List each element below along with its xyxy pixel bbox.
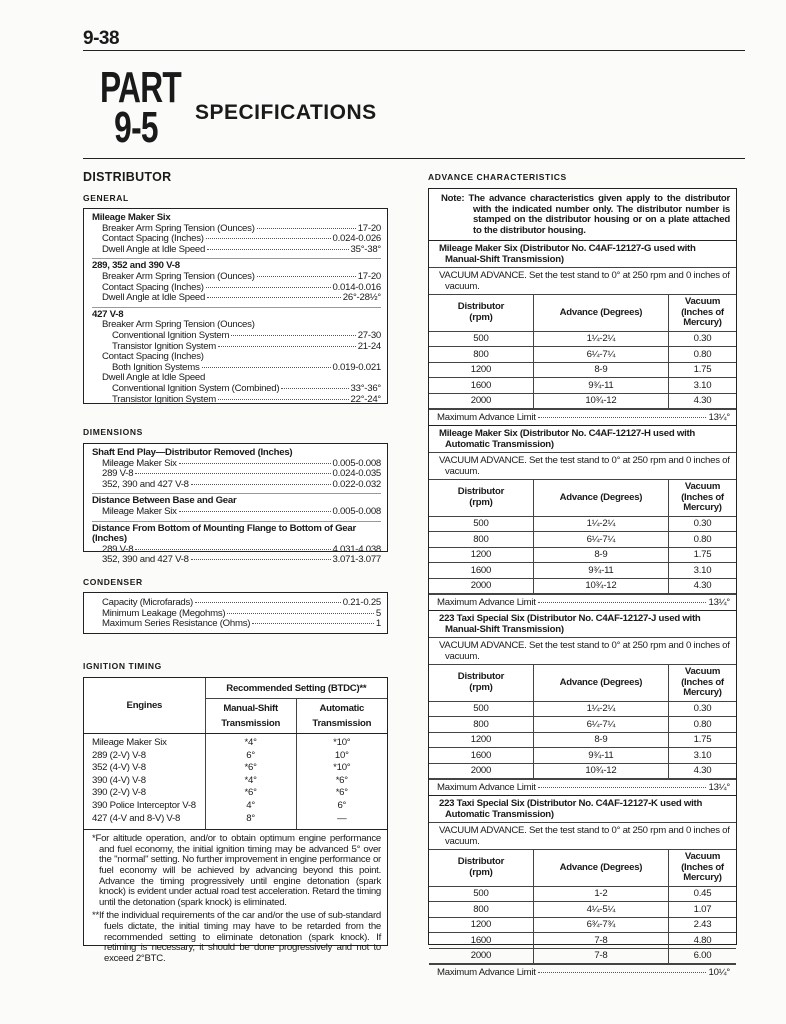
spec-value: 0.005-0.008 — [332, 457, 381, 469]
footnote: **If the individual requirements of the car and/or the use of sub-standard fuels dictate, the initial timing may have to be retarded from the recommended setting to eliminate detonation (spark knock). If retiming is necessary, it should be done progressively and not to exceed 2°BTC. — [92, 910, 381, 964]
spec-label: 352, 390 and 427 V-8 — [102, 554, 189, 566]
spec-label: Maximum Series Resistance (Ohms) — [102, 618, 251, 630]
vacuum-cell: 4.30 — [668, 763, 736, 779]
dot-leader — [179, 511, 331, 512]
advance-cell: 1¼-2¼ — [533, 331, 668, 347]
advance-cell: 9¾-11 — [533, 563, 668, 579]
col-vacuum: Vacuum (Inches of Mercury) — [668, 295, 736, 332]
col-rpm: Distributor (rpm) — [429, 665, 533, 702]
vacuum-cell: 1.75 — [668, 732, 736, 748]
spec-value: 0.019-0.021 — [332, 361, 381, 373]
advance-cell: 8-9 — [533, 732, 668, 748]
spec-value: 0.21-0.25 — [342, 597, 381, 608]
spec-group — [92, 213, 381, 258]
spec-value: 0.022-0.032 — [332, 478, 381, 490]
dot-leader — [135, 549, 330, 550]
spec-value: 0.024-0.026 — [332, 233, 381, 245]
rpm-cell: 500 — [429, 886, 533, 902]
vacuum-cell: 0.80 — [668, 532, 736, 548]
spec-row — [92, 395, 381, 406]
spec-group — [92, 448, 381, 493]
advance-note: Note: The advance characteristics given apply to the distributor with the indicated number only. The distributor number is stamped on the distributor housing or on a plate attached to the distributor housing. — [441, 193, 730, 236]
spec-group — [92, 258, 381, 306]
advance-cell: 6¾-7¾ — [533, 917, 668, 933]
vacuum-cell: 0.45 — [668, 886, 736, 902]
dot-leader — [218, 399, 348, 400]
vacuum-cell: 0.80 — [668, 347, 736, 363]
spec-row — [92, 480, 381, 491]
part-label — [100, 63, 182, 152]
group-title: Distance Between Base and Gear — [92, 495, 237, 507]
manual-cell: *4° — [205, 734, 296, 750]
spec-value: 17-20 — [357, 222, 381, 234]
col-rpm: Distributor (rpm) — [429, 850, 533, 887]
advance-cell: 9¾-11 — [533, 748, 668, 764]
table-row — [429, 748, 736, 764]
dot-leader — [538, 602, 707, 603]
spec-label: 352, 390 and 427 V-8 — [102, 478, 189, 490]
spec-value: 27-30 — [357, 329, 381, 341]
vacuum-cell: 0.30 — [668, 701, 736, 717]
table-row — [429, 763, 736, 779]
spec-group — [92, 598, 381, 633]
table-row — [429, 917, 736, 933]
max-advance-limit — [429, 409, 736, 425]
spec-value: 4.031-4.038 — [332, 543, 381, 555]
engine-cell: 427 (4-V and 8-V) V-8 — [84, 813, 205, 830]
spec-label: Conventional Ignition System — [112, 329, 230, 341]
spec-label: Transistor Ignition System — [112, 340, 217, 352]
spec-label: Mileage Maker Six — [102, 457, 177, 469]
advance-section — [429, 795, 736, 980]
ignition-timing-table — [84, 678, 387, 829]
advance-cell: 6¼-7¼ — [533, 347, 668, 363]
dot-leader — [191, 484, 331, 485]
advance-cell: 9¾-11 — [533, 378, 668, 394]
rpm-cell: 2000 — [429, 763, 533, 779]
vacuum-cell: 4.30 — [668, 578, 736, 594]
auto-cell: *10° — [333, 737, 351, 748]
ignition-timing-heading: IGNITION TIMING — [83, 661, 162, 671]
table-row — [429, 393, 736, 409]
general-box — [83, 208, 388, 404]
spec-label: Capacity (Microfarads) — [102, 597, 193, 608]
dot-leader — [179, 463, 331, 464]
group-title: Shaft End Play—Distributor Removed (Inches) — [92, 447, 293, 458]
table-row — [429, 347, 736, 363]
max-advance-limit — [429, 594, 736, 610]
group-title: Mileage Maker Six — [92, 212, 171, 223]
table-row — [429, 532, 736, 548]
spec-label: Conventional Ignition System (Combined) — [112, 382, 280, 394]
vacuum-cell: 1.07 — [668, 902, 736, 918]
table-row — [429, 717, 736, 733]
spec-value: 35°-38° — [350, 243, 381, 255]
advance-cell: 10¾-12 — [533, 578, 668, 594]
rpm-cell: 500 — [429, 516, 533, 532]
col-rpm: Distributor (rpm) — [429, 295, 533, 332]
rpm-cell: 1200 — [429, 362, 533, 378]
condenser-heading: CONDENSER — [83, 577, 143, 587]
table-row — [429, 701, 736, 717]
advance-cell: 7-8 — [533, 948, 668, 964]
manual-cell: 8° — [205, 813, 296, 830]
table-row — [84, 813, 387, 830]
advance-section — [429, 610, 736, 795]
col-advance: Advance (Degrees) — [533, 480, 668, 517]
engine-cell: 390 (2-V) V-8 — [84, 787, 205, 800]
spec-group — [92, 521, 381, 569]
section-title: 223 Taxi Special Six (Distributor No. C4AF-12127-J used with Manual-Shift Transmission) — [429, 611, 736, 638]
vacuum-cell: 4.80 — [668, 933, 736, 949]
table-row — [84, 750, 387, 763]
spec-value: 33°-36° — [350, 382, 381, 394]
spec-row — [92, 619, 381, 630]
dot-leader — [202, 367, 331, 368]
group-title: 289, 352 and 390 V-8 — [92, 260, 180, 272]
advance-heading: ADVANCE CHARACTERISTICS — [428, 172, 567, 182]
engine-cell: 390 (4-V) V-8 — [84, 775, 205, 788]
advance-cell: 1-2 — [533, 886, 668, 902]
table-row — [429, 331, 736, 347]
ignition-timing-box — [83, 677, 388, 964]
spec-row — [92, 245, 381, 256]
spec-row — [92, 598, 381, 609]
dot-leader — [281, 388, 348, 389]
advance-table — [429, 294, 736, 409]
footnote: *For altitude operation, and/or to obtain optimum engine performance and fuel economy, the initial ignition timing may be advanced 5° over the "normal" setting. No further improvement in engine performance or fuel economy will be achieved by advancing beyond this point. Advance the timing progressively until engine detonation (spark knock) is evident under actual road test acceleration. Retard the timing until the detonation (spark knock) is eliminated. — [92, 833, 381, 908]
limit-label: Maximum Advance Limit — [437, 967, 536, 978]
dot-leader — [257, 228, 356, 229]
dot-leader — [206, 287, 331, 288]
table-row — [429, 902, 736, 918]
spec-label: Breaker Arm Spring Tension (Ounces) — [102, 270, 255, 282]
rpm-cell: 1600 — [429, 378, 533, 394]
col-rpm: Distributor (rpm) — [429, 480, 533, 517]
header-rule — [83, 50, 745, 51]
table-row — [84, 762, 387, 775]
table-row — [429, 948, 736, 964]
manual-cell: 4° — [205, 800, 296, 813]
vacuum-cell: 3.10 — [668, 748, 736, 764]
vacuum-cell: 2.43 — [668, 917, 736, 933]
spec-label: Contact Spacing (Inches) — [102, 351, 204, 363]
table-row — [429, 563, 736, 579]
rpm-cell: 1200 — [429, 732, 533, 748]
rpm-cell: 2000 — [429, 948, 533, 964]
rpm-cell: 1200 — [429, 917, 533, 933]
ignition-notes — [84, 829, 387, 964]
spec-label: Breaker Arm Spring Tension (Ounces) — [102, 319, 255, 331]
advance-cell: 10¾-12 — [533, 763, 668, 779]
engine-cell: 390 Police Interceptor V-8 — [84, 800, 205, 813]
manual-cell: *4° — [205, 775, 296, 788]
section-title: Mileage Maker Six (Distributor No. C4AF-12127-H used with Automatic Transmission) — [429, 426, 736, 453]
spec-label: Both Ignition Systems — [112, 361, 200, 373]
manual-cell: *6° — [205, 787, 296, 800]
spec-value: 26°-28½° — [342, 292, 381, 304]
auto-cell: 6° — [337, 799, 347, 811]
dot-leader — [206, 238, 331, 239]
col-recommended: Recommended Setting (BTDC)** — [205, 678, 387, 699]
distributor-heading: DISTRIBUTOR — [83, 170, 172, 184]
col-automatic: Automatic Transmission — [296, 699, 387, 734]
spec-value: 0.005-0.008 — [332, 505, 381, 517]
table-header-row — [429, 850, 736, 887]
col-vacuum: Vacuum (Inches of Mercury) — [668, 665, 736, 702]
vacuum-cell: 1.75 — [668, 362, 736, 378]
vacuum-cell: 0.30 — [668, 516, 736, 532]
auto-cell: 10° — [334, 749, 349, 761]
table-row — [429, 516, 736, 532]
group-title: 427 V-8 — [92, 308, 124, 320]
spec-label: Mileage Maker Six — [102, 505, 177, 517]
table-row — [429, 732, 736, 748]
dot-leader — [195, 602, 341, 603]
table-row — [429, 933, 736, 949]
advance-cell: 6¼-7¼ — [533, 532, 668, 548]
spec-label: Contact Spacing (Inches) — [102, 233, 204, 245]
max-advance-limit — [429, 964, 736, 980]
vacuum-cell: 3.10 — [668, 563, 736, 579]
section-title: 223 Taxi Special Six (Distributor No. C4AF-12127-K used with Automatic Transmission) — [429, 796, 736, 823]
spec-value: 3.071-3.077 — [332, 554, 381, 566]
limit-label: Maximum Advance Limit — [437, 412, 536, 423]
dot-leader — [252, 623, 374, 624]
dot-leader — [538, 787, 707, 788]
dot-leader — [257, 276, 356, 277]
table-header-row — [429, 665, 736, 702]
rpm-cell: 800 — [429, 532, 533, 548]
advance-cell: 6¼-7¼ — [533, 717, 668, 733]
dimensions-heading: DIMENSIONS — [83, 427, 143, 437]
table-header-row — [429, 295, 736, 332]
manual-cell: 6° — [205, 750, 296, 763]
spec-value: 21-24 — [357, 340, 381, 352]
table-row — [429, 578, 736, 594]
rpm-cell: 1600 — [429, 933, 533, 949]
table-header-row — [429, 480, 736, 517]
condenser-box — [83, 592, 388, 634]
rpm-cell: 2000 — [429, 393, 533, 409]
advance-cell: 1¼-2¼ — [533, 701, 668, 717]
advance-table — [429, 479, 736, 594]
table-row — [84, 800, 387, 813]
spec-label: 289 V-8 — [102, 468, 134, 480]
vacuum-advance-text: VACUUM ADVANCE. Set the test stand to 0° at 250 rpm and 0 inches of vacuum. — [439, 640, 730, 662]
table-row — [84, 787, 387, 800]
col-vacuum: Vacuum (Inches of Mercury) — [668, 850, 736, 887]
rpm-cell: 1200 — [429, 547, 533, 563]
spec-label: Dwell Angle at Idle Speed — [102, 292, 206, 304]
limit-value: 13¼° — [708, 412, 730, 423]
spec-group — [92, 493, 381, 520]
part-number: 9-5 — [114, 103, 158, 152]
table-row — [429, 886, 736, 902]
advance-cell: 10¾-12 — [533, 393, 668, 409]
table-row — [429, 362, 736, 378]
spec-label: Minimum Leakage (Megohms) — [102, 607, 226, 619]
rpm-cell: 500 — [429, 331, 533, 347]
limit-label: Maximum Advance Limit — [437, 782, 536, 793]
spec-value: 1 — [375, 618, 381, 630]
part-word: PART — [100, 63, 182, 112]
vacuum-advance-text: VACUUM ADVANCE. Set the test stand to 0° at 250 rpm and 0 inches of vacuum. — [439, 270, 730, 292]
dot-leader — [191, 559, 331, 560]
advance-cell: 8-9 — [533, 547, 668, 563]
manual-cell: *6° — [205, 762, 296, 775]
advance-table — [429, 664, 736, 779]
page-title: SPECIFICATIONS — [195, 101, 377, 124]
col-advance: Advance (Degrees) — [533, 665, 668, 702]
spec-value: 17-20 — [357, 270, 381, 282]
spec-value: 22°-24° — [350, 393, 381, 405]
vacuum-cell: 4.30 — [668, 393, 736, 409]
spec-row — [92, 384, 381, 395]
spec-label: Transistor Ignition System — [112, 393, 217, 405]
rpm-cell: 500 — [429, 701, 533, 717]
advance-cell: 1¼-2¼ — [533, 516, 668, 532]
table-row — [84, 775, 387, 788]
dot-leader — [227, 613, 374, 614]
limit-value: 10¼° — [708, 967, 730, 978]
advance-cell: 7-8 — [533, 933, 668, 949]
spec-group — [92, 307, 381, 408]
rpm-cell: 1600 — [429, 748, 533, 764]
col-engines: Engines — [84, 678, 205, 734]
title-rule — [83, 158, 745, 159]
advance-cell: 8-9 — [533, 362, 668, 378]
table-row — [429, 378, 736, 394]
rpm-cell: 2000 — [429, 578, 533, 594]
dot-leader — [135, 473, 330, 474]
dot-leader — [231, 335, 355, 336]
spec-label: Breaker Arm Spring Tension (Ounces) — [102, 222, 255, 234]
section-title: Mileage Maker Six (Distributor No. C4AF-12127-G used with Manual-Shift Transmission) — [429, 241, 736, 268]
vacuum-advance-text: VACUUM ADVANCE. Set the test stand to 0° at 250 rpm and 0 inches of vacuum. — [439, 825, 730, 847]
spec-label: Dwell Angle at Idle Speed — [102, 372, 206, 384]
advance-table — [429, 849, 736, 964]
spec-label: 289 V-8 — [102, 543, 134, 555]
spec-row — [92, 507, 381, 518]
spec-value: 5 — [375, 607, 381, 619]
col-vacuum: Vacuum (Inches of Mercury) — [668, 480, 736, 517]
vacuum-cell: 0.80 — [668, 717, 736, 733]
limit-value: 13¼° — [708, 597, 730, 608]
dot-leader — [538, 417, 707, 418]
col-advance: Advance (Degrees) — [533, 850, 668, 887]
general-heading: GENERAL — [83, 193, 129, 203]
limit-value: 13¼° — [708, 782, 730, 793]
auto-cell: *6° — [335, 787, 348, 799]
advance-cell: 4¼-5¼ — [533, 902, 668, 918]
spec-row — [92, 272, 381, 283]
rpm-cell: 800 — [429, 902, 533, 918]
engine-cell: Mileage Maker Six — [84, 734, 205, 750]
spec-value: 0.024-0.035 — [332, 468, 381, 480]
spec-label: Contact Spacing (Inches) — [102, 281, 204, 293]
spec-row — [92, 331, 381, 342]
dot-leader — [207, 249, 348, 250]
col-manual: Manual-Shift Transmission — [205, 699, 296, 734]
advance-section — [429, 425, 736, 610]
vacuum-cell: 3.10 — [668, 378, 736, 394]
vacuum-advance-text: VACUUM ADVANCE. Set the test stand to 0° at 250 rpm and 0 inches of vacuum. — [439, 455, 730, 477]
advance-box — [428, 188, 737, 978]
table-row — [84, 734, 387, 750]
vacuum-cell: 1.75 — [668, 547, 736, 563]
group-title: Distance From Bottom of Mounting Flange to Bottom of Gear (Inches) — [92, 522, 356, 545]
rpm-cell: 800 — [429, 347, 533, 363]
engine-cell: 289 (2-V) V-8 — [84, 750, 205, 763]
dot-leader — [538, 972, 707, 973]
page-number: 9-38 — [83, 28, 120, 49]
limit-label: Maximum Advance Limit — [437, 597, 536, 608]
rpm-cell: 1600 — [429, 563, 533, 579]
auto-cell: *10° — [333, 762, 351, 774]
rpm-cell: 800 — [429, 717, 533, 733]
vacuum-cell: 6.00 — [668, 948, 736, 964]
spec-value: 0.014-0.016 — [332, 281, 381, 293]
dot-leader — [207, 297, 341, 298]
advance-section — [429, 240, 736, 425]
engine-cell: 352 (4-V) V-8 — [84, 762, 205, 775]
dimensions-box — [83, 443, 388, 566]
max-advance-limit — [429, 779, 736, 795]
auto-cell: — — [337, 812, 347, 824]
dot-leader — [218, 346, 356, 347]
auto-cell: *6° — [335, 774, 348, 786]
spec-label: Dwell Angle at Idle Speed — [102, 243, 206, 255]
spec-row — [92, 555, 381, 566]
table-row — [429, 547, 736, 563]
col-advance: Advance (Degrees) — [533, 295, 668, 332]
vacuum-cell: 0.30 — [668, 331, 736, 347]
spec-row — [92, 293, 381, 304]
